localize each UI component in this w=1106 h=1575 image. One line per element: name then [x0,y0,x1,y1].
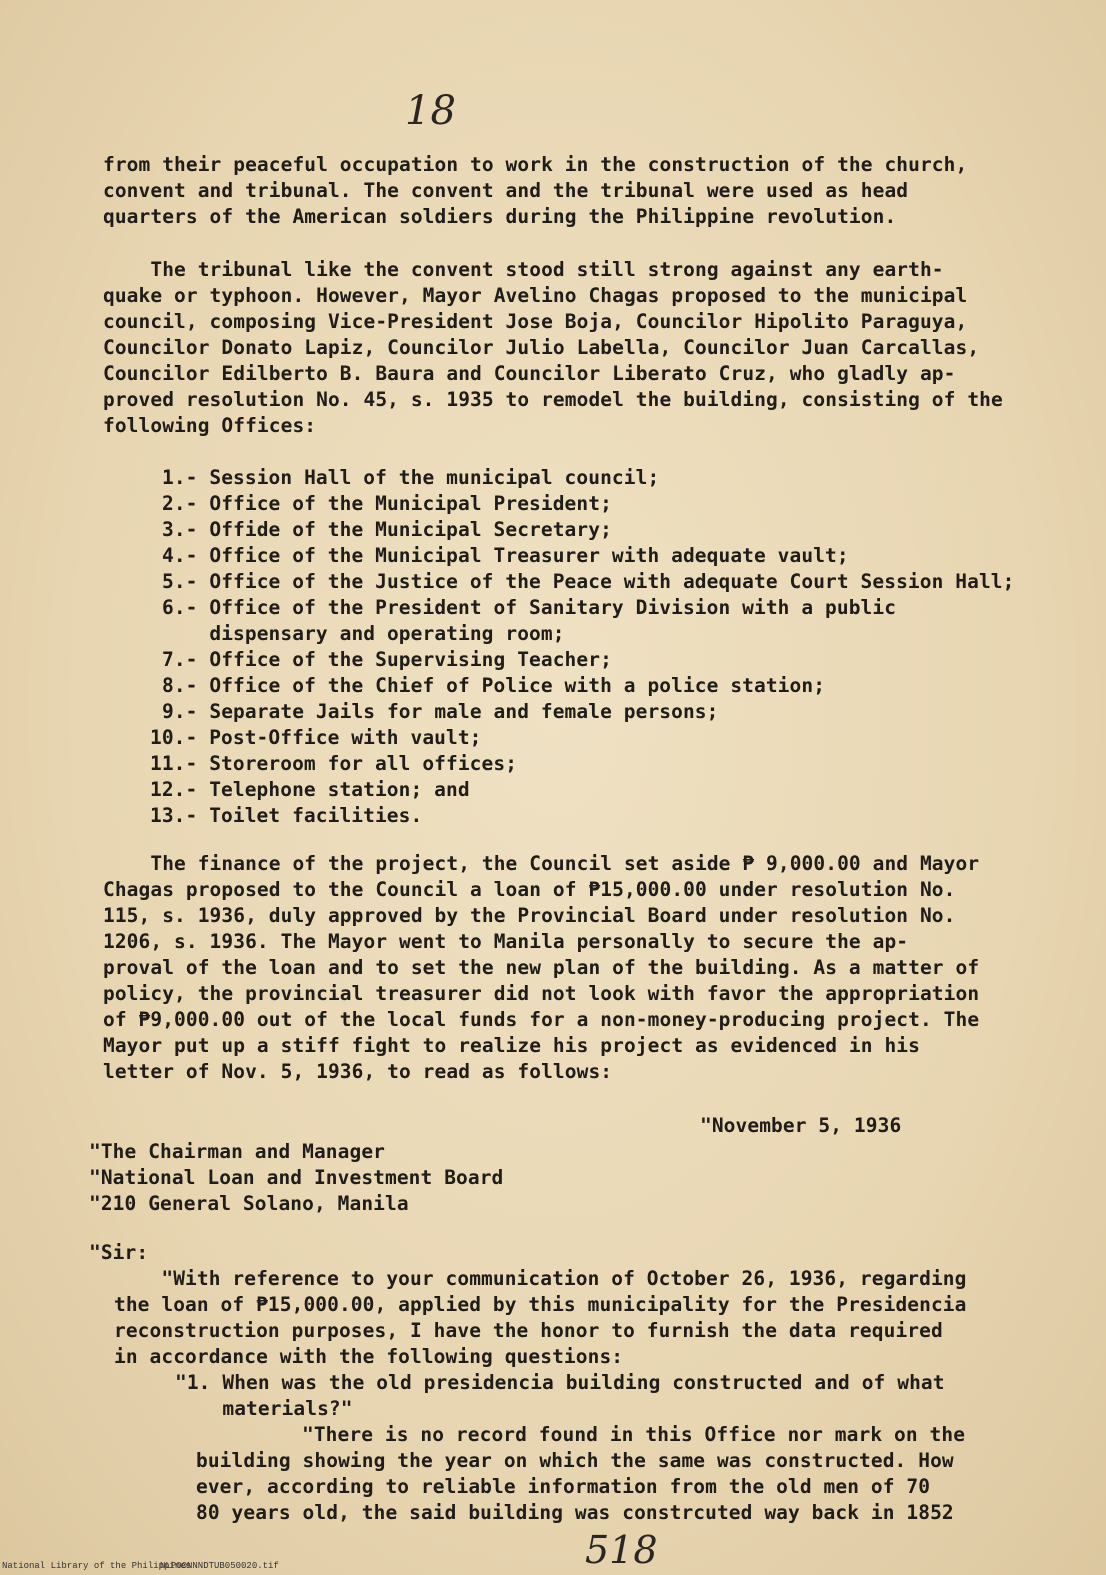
list-item: 1.- Session Hall of the municipal council; [162,466,660,489]
question-line: "1. When was the old presidencia building constructed and of what [175,1371,945,1394]
paragraph-line: quarters of the American soldiers during the Philippine revolution. [103,205,897,228]
paragraph-line: The tribunal like the convent stood still strong against any earth- [103,258,944,281]
addressee-line: "The Chairman and Manager [89,1140,385,1163]
letter-line: in accordance with the following questions: [114,1345,624,1368]
paragraph-line: from their peaceful occupation to work in the construction of the church, [103,153,968,176]
question-line: materials?" [175,1397,353,1420]
paragraph-line: Councilor Donato Lapiz, Councilor Julio Labella, Councilor Juan Carcallas, [103,336,980,359]
list-item: 11.- Storeroom for all offices; [150,752,518,775]
paragraph-line: Councilor Edilberto B. Baura and Councilor Liberato Cruz, who gladly ap- [103,362,956,385]
paragraph-line: quake or typhoon. However, Mayor Avelino Chagas proposed to the municipal [103,284,968,307]
paragraph-line: Chagas proposed to the Council a loan of ₱15,000.00 under resolution No. [103,878,956,901]
list-item: 12.- Telephone station; and [150,778,470,801]
paragraph-line: of ₱9,000.00 out of the local funds for a non-money-producing project. The [103,1008,980,1031]
list-item: 13.- Toilet facilities. [150,804,423,827]
archive-footer-source: National Library of the Philippines [2,1561,192,1571]
paragraph-line: letter of Nov. 5, 1936, to read as follows: [103,1060,613,1083]
answer-line: ever, according to reliable information from the old men of 70 [196,1475,931,1498]
answer-line: "There is no record found in this Office nor mark on the [302,1423,966,1446]
list-item: 9.- Separate Jails for male and female persons; [162,700,719,723]
list-item: 3.- Offide of the Municipal Secretary; [162,518,612,541]
letter-date: "November 5, 1936 [700,1114,902,1137]
list-item: 4.- Office of the Municipal Treasurer with adequate vault; [162,544,849,567]
paragraph-line: 1206, s. 1936. The Mayor went to Manila personally to secure the ap- [103,930,909,953]
paragraph-line: proval of the loan and to set the new plan of the building. As a matter of [103,956,980,979]
paragraph-line: council, composing Vice-President Jose Boja, Councilor Hipolito Paraguya, [103,310,968,333]
list-item: 2.- Office of the Municipal President; [162,492,612,515]
paragraph-line: following Offices: [103,414,317,437]
answer-line: 80 years old, the said building was constrcuted way back in 1852 [196,1501,954,1524]
letter-line: "With reference to your communication of October 26, 1936, regarding [114,1267,967,1290]
paragraph-line: The finance of the project, the Council set aside ₱ 9,000.00 and Mayor [103,852,980,875]
letter-line: reconstruction purposes, I have the honor to furnish the data required [114,1319,943,1342]
paragraph-line: proved resolution No. 45, s. 1935 to remodel the building, consisting of the [103,388,1003,411]
paragraph-line: convent and tribunal. The convent and the tribunal were used as head [103,179,909,202]
list-item: 5.- Office of the Justice of the Peace with adequate Court Session Hall; [162,570,1015,593]
salutation: "Sir: [89,1241,149,1264]
list-item: dispensary and operating room; [162,622,565,645]
paragraph-line: 115, s. 1936, duly approved by the Provincial Board under resolution No. [103,904,956,927]
paragraph-line: Mayor put up a stiff fight to realize his project as evidenced in his [103,1034,920,1057]
handwritten-page-number-top: 18 [405,88,456,134]
handwritten-page-number-bottom: 518 [585,1528,658,1572]
list-item: 7.- Office of the Supervising Teacher; [162,648,612,671]
addressee-line: "210 General Solano, Manila [89,1192,409,1215]
list-item: 6.- Office of the President of Sanitary Division with a public [162,596,897,619]
letter-line: the loan of ₱15,000.00, applied by this municipality for the Presidencia [114,1293,967,1316]
answer-line: building showing the year on which the same was constructed. How [196,1449,954,1472]
archive-footer-filename: NLP00NNNDTUB050020.tif [160,1561,279,1571]
addressee-line: "National Loan and Investment Board [89,1166,504,1189]
list-item: 8.- Office of the Chief of Police with a police station; [162,674,826,697]
list-item: 10.- Post-Office with vault; [150,726,482,749]
paragraph-line: policy, the provincial treasurer did not look with favor the appropriation [103,982,980,1005]
